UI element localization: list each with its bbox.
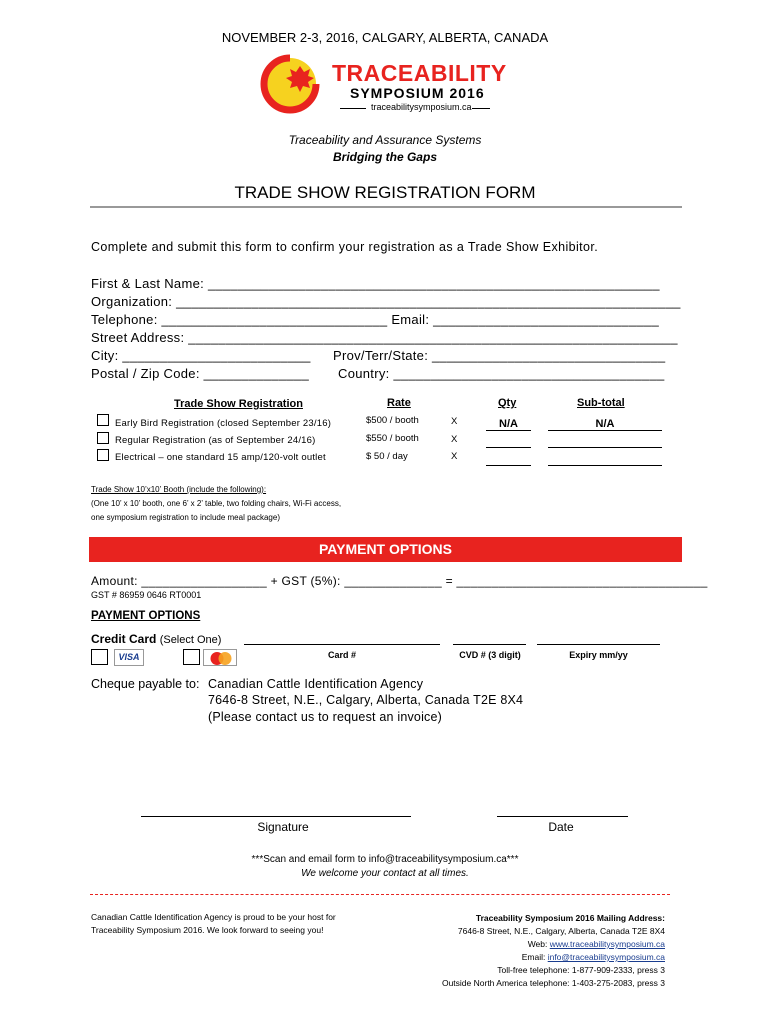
date-line[interactable] (497, 816, 628, 817)
early-bird-qty: N/A (486, 418, 531, 431)
table-header-registration: Trade Show Registration (174, 398, 303, 410)
regular-rate: $550 / booth (366, 433, 419, 444)
credit-card-select: (Select One) (159, 634, 222, 646)
organization-field[interactable]: Organization: ___________________________________________________________________ (91, 294, 681, 309)
regular-label: Regular Registration (as of September 24/16) (115, 435, 316, 446)
expiry-label: Expiry mm/yy (569, 650, 628, 660)
web-link[interactable]: www.traceabilitysymposium.ca (549, 939, 665, 949)
outside-phone: Outside North America telephone: 1-403-275-2083, press 3 (441, 978, 665, 988)
electrical-label: Electrical – one standard 15 amp/120-volt outlet (115, 452, 326, 463)
card-number-label: Card # (327, 650, 356, 660)
email-label: Email: (521, 952, 548, 962)
intro-text: Complete and submit this form to confirm your registration as a Trade Show Exhibitor. (91, 240, 599, 254)
cheque-address: 7646-8 Street, N.E., Calgary, Alberta, Canada T2E 8X4 (208, 693, 524, 707)
regular-checkbox[interactable] (97, 432, 109, 444)
amount-line[interactable]: Amount: __________________ + GST (5%): ______________ = ____________________________________ (91, 574, 708, 588)
country-field[interactable]: Country: ____________________________________ (338, 366, 665, 381)
web-row (380, 938, 665, 951)
payment-options-banner: PAYMENT OPTIONS (89, 537, 682, 562)
booth-note-title: Trade Show 10’x10’ Booth (include the following): (91, 485, 267, 494)
expiry-line[interactable] (537, 644, 660, 645)
booth-note-line2: (One 10’ x 10’ booth, one 6’ x 2’ table, two folding chairs, Wi-Fi access, (91, 499, 342, 508)
early-bird-label: Early Bird Registration (closed September 23/16) (115, 418, 332, 429)
regular-subtotal-line[interactable] (548, 447, 662, 448)
tagline: Traceability and Assurance Systems (288, 133, 482, 147)
credit-card-label-row (91, 632, 221, 646)
symposium-logo (258, 52, 508, 116)
credit-card-label: Credit Card (91, 632, 157, 646)
mailing-address-title: Traceability Symposium 2016 Mailing Address: (475, 913, 665, 923)
email-link[interactable]: info@traceabilitysymposium.ca (547, 952, 665, 962)
table-header-subtotal: Sub-total (577, 397, 625, 409)
mastercard-logo-icon (203, 649, 237, 666)
signature-label: Signature (257, 820, 309, 834)
early-bird-x: X (451, 416, 458, 427)
logo-rule-right (472, 108, 490, 109)
date-label: Date (548, 820, 574, 834)
form-title: TRADE SHOW REGISTRATION FORM (234, 183, 536, 202)
logo-title: TRACEABILITY (332, 60, 507, 86)
footer-left-line2: Traceability Symposium 2016. We look forward to seeing you! (91, 925, 324, 935)
postal-field[interactable]: Postal / Zip Code: ______________ (91, 366, 310, 381)
visa-checkbox[interactable] (91, 649, 108, 665)
name-field[interactable]: First & Last Name: ____________________________________________________________ (91, 276, 660, 291)
tagline-bold: Bridging the Gaps (332, 150, 437, 164)
regular-x: X (451, 434, 458, 445)
early-bird-subtotal: N/A (548, 418, 662, 431)
telephone-email-field[interactable]: Telephone: ______________________________ Email: ______________________________ (91, 312, 660, 327)
booth-note-line3: one symposium registration to include meal package) (91, 513, 280, 522)
table-header-rate: Rate (387, 397, 411, 409)
electrical-rate: $ 50 / day (366, 451, 408, 462)
welcome-note: We welcome your contact at all times. (301, 868, 469, 879)
logo-subtitle: SYMPOSIUM 2016 (350, 85, 485, 101)
mastercard-checkbox[interactable] (183, 649, 200, 665)
logo-emblem-icon (258, 52, 338, 116)
logo-url: traceabilitysymposium.ca (371, 102, 472, 112)
signature-line[interactable] (141, 816, 411, 817)
regular-qty-line[interactable] (486, 447, 531, 448)
electrical-qty-line[interactable] (486, 465, 531, 466)
cvd-label: CVD # (3 digit) (459, 650, 521, 660)
payment-options-label: PAYMENT OPTIONS (91, 610, 201, 622)
footer-left-line1: Canadian Cattle Identification Agency is proud to be your host for (91, 912, 336, 922)
scan-note: ***Scan and email form to info@traceabilitysymposium.ca*** (251, 854, 519, 865)
footer-right (380, 912, 665, 990)
cheque-payee: Canadian Cattle Identification Agency (208, 677, 424, 691)
cvd-line[interactable] (453, 644, 526, 645)
logo-rule-left (340, 108, 366, 109)
card-number-line[interactable] (244, 644, 440, 645)
visa-logo-icon: VISA (114, 649, 144, 666)
table-header-qty: Qty (498, 397, 517, 409)
title-rule (90, 206, 682, 208)
electrical-checkbox[interactable] (97, 449, 109, 461)
prov-field[interactable]: Prov/Terr/State: _______________________________ (333, 348, 666, 363)
early-bird-rate: $500 / booth (366, 415, 419, 426)
early-bird-checkbox[interactable] (97, 414, 109, 426)
cheque-label: Cheque payable to: (91, 677, 200, 691)
dateline: NOVEMBER 2-3, 2016, CALGARY, ALBERTA, CANADA (221, 30, 549, 45)
footer-rule (90, 894, 670, 895)
electrical-subtotal-line[interactable] (548, 465, 662, 466)
mailing-address: 7646-8 Street, N.E., Calgary, Alberta, Canada T2E 8X4 (457, 926, 665, 936)
electrical-x: X (451, 451, 458, 462)
email-row (380, 951, 665, 964)
city-field[interactable]: City: _________________________ (91, 348, 311, 363)
tollfree-phone: Toll-free telephone: 1-877-909-2333, press 3 (497, 965, 665, 975)
gst-number: GST # 86959 0646 RT0001 (91, 590, 202, 600)
street-address-field[interactable]: Street Address: _________________________________________________________________ (91, 330, 678, 345)
mastercard-circles-icon (204, 650, 237, 666)
cheque-note: (Please contact us to request an invoice) (208, 710, 443, 724)
web-label: Web: (527, 939, 550, 949)
